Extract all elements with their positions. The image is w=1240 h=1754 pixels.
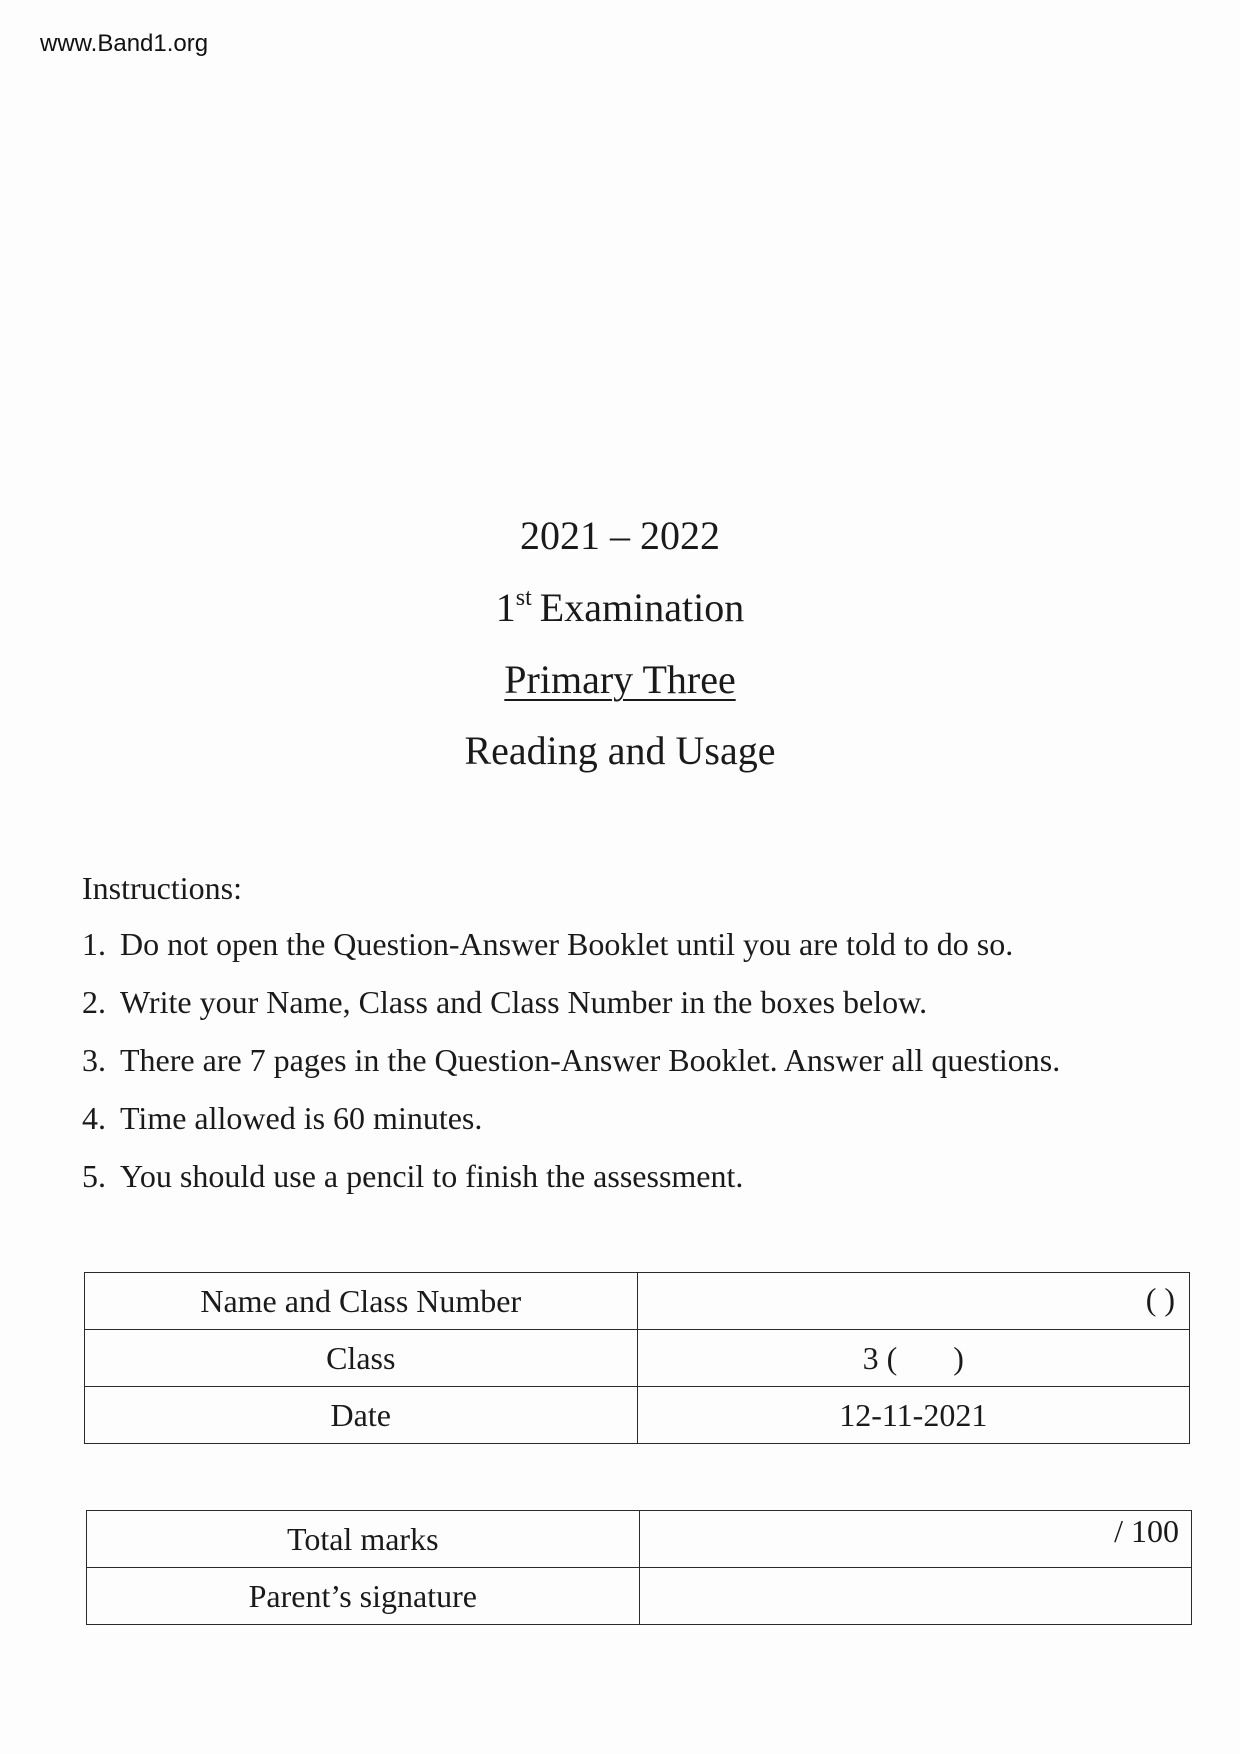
class-label: Class — [85, 1330, 638, 1387]
grade-level: Primary Three — [504, 657, 736, 702]
table-row — [87, 1511, 1192, 1568]
exam-title — [0, 584, 1240, 631]
exam-title-text: Examination — [539, 585, 745, 630]
table-row — [85, 1273, 1190, 1330]
instruction-item — [82, 1097, 1182, 1155]
class-field[interactable] — [637, 1330, 1190, 1387]
instruction-number: 1. — [82, 926, 106, 962]
exam-ordinal: 1 — [495, 585, 516, 630]
table-row — [85, 1330, 1190, 1387]
parent-signature-field[interactable] — [639, 1568, 1191, 1625]
table-row — [85, 1387, 1190, 1444]
instruction-text: Time allowed is 60 minutes. — [120, 1100, 483, 1136]
total-marks-label: Total marks — [87, 1511, 640, 1568]
name-class-number-field[interactable] — [637, 1273, 1190, 1330]
date-value: 12-11-2021 — [839, 1396, 988, 1433]
date-label: Date — [85, 1387, 638, 1444]
watermark-url[interactable]: www.Band1.org — [40, 30, 209, 57]
name-class-number-label: Name and Class Number — [85, 1273, 638, 1330]
class-number-brackets: ( ) — [1145, 1281, 1175, 1317]
marks-table — [86, 1510, 1192, 1625]
instruction-number: 2. — [82, 984, 106, 1020]
academic-year: 2021 – 2022 — [520, 513, 720, 558]
class-value: 3 ( ) — [862, 1339, 964, 1376]
instruction-text: Do not open the Question-Answer Booklet until you are told to do so. — [120, 926, 1014, 962]
instruction-number: 3. — [82, 1042, 106, 1078]
instruction-item — [82, 1039, 1182, 1097]
parent-signature-label: Parent’s signature — [87, 1568, 640, 1625]
student-info-table — [84, 1272, 1190, 1444]
instructions-section — [82, 870, 1182, 1213]
subject-title: Reading and Usage — [464, 728, 776, 773]
instruction-item — [82, 1155, 1182, 1213]
instruction-number: 4. — [82, 1100, 106, 1136]
instruction-number: 5. — [82, 1158, 106, 1194]
exam-ordinal-suffix: st — [515, 585, 532, 611]
instruction-text: Write your Name, Class and Class Number in the boxes below. — [120, 984, 928, 1020]
instruction-text: You should use a pencil to finish the assessment. — [120, 1158, 744, 1194]
table-row — [87, 1568, 1192, 1625]
total-marks-value: / 100 — [1114, 1513, 1179, 1549]
instructions-heading: Instructions: — [82, 870, 242, 906]
instruction-item — [82, 923, 1182, 981]
instruction-item — [82, 981, 1182, 1039]
instructions-list — [82, 923, 1182, 1213]
total-marks-field[interactable] — [639, 1511, 1191, 1568]
instruction-text: There are 7 pages in the Question-Answer Booklet. Answer all questions. — [120, 1042, 1061, 1078]
date-field — [637, 1387, 1190, 1444]
